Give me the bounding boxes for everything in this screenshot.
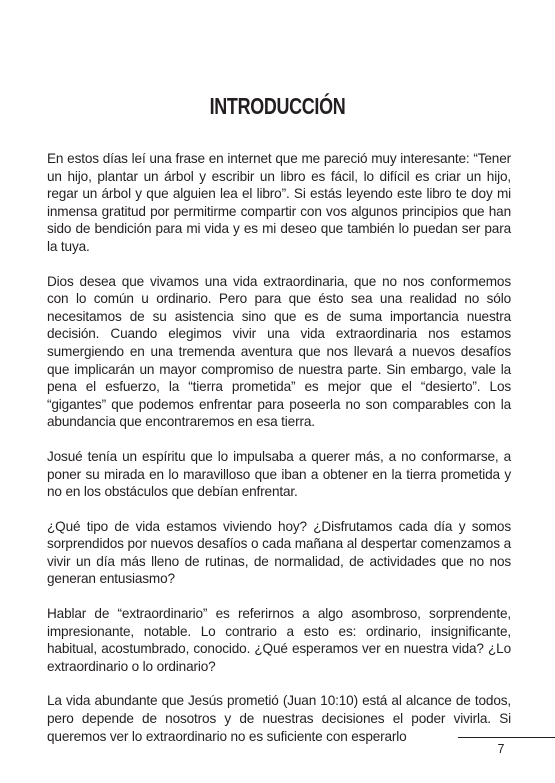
paragraph-3: Josué tenía un espíritu que lo impulsaba a querer más, a no conformarse, a poner su mirada en lo maravilloso que iban a obtener en la tierra prometida y no en los obstáculos que debían enfrentar.: [47, 448, 511, 500]
body-text: [47, 150, 511, 762]
paragraph-1: En estos días leí una frase en internet que me pareció muy interesante: “Tener un hijo, plantar un árbol y escribir un libro es fácil, lo difícil es criar un hijo, regar un árbol y que alguien lea el libro”. Si estás leyendo este libro te doy mi inmensa gratitud por permitirme compartir con vos algunos principios que han sido de bendición para mi vida y es mi deseo que también lo puedan ser para la tuya.: [47, 151, 511, 254]
page-number: 7: [497, 742, 505, 756]
chapter-title: INTRODUCCIÓN: [209, 93, 346, 119]
paragraph-6: La vida abundante que Jesús prometió (Juan 10:10) está al alcance de todos, pero depende de nosotros y de nuestras decisiones el poder vivirla. Si queremos ver lo extraordinario no es suficiente con esperarlo: [47, 693, 511, 744]
paragraph-5: Hablar de “extraordinario” es referirnos a algo asombroso, sorprendente, impresionante, notable. Lo contrario a esto es: ordinario, insignificante, habitual, acostumbrado, conocido. ¿Qué esperamos ver en nuestra vida? ¿Lo extraordinario o lo ordinario?: [47, 606, 511, 674]
paragraph-4: ¿Qué tipo de vida estamos viviendo hoy? ¿Disfrutamos cada día y somos sorprendidos por nuevos desafíos o cada mañana al despertar comenzamos a vivir un día más lleno de rutinas, de normalidad, de actividades que no nos generan entusiasmo?: [47, 518, 511, 587]
footer-rule: [458, 737, 555, 738]
paragraph-2: Dios desea que vivamos una vida extraordinaria, que no nos conformemos con lo común u ordinario. Pero para que ésto sea una realidad no sólo necesitamos de su asistencia sino que es de suma importancia nuestra decisión. Cuando elegimos vivir una vida extraordinaria nos estamos sumergiendo en una tremenda aventura que nos llevará a nuevos desafíos que implicarán un mayor compromiso de nuestra parte. Sin embargo, vale la pena el esfuerzo, la “tierra prometida” es mejor que el “desierto”. Los “gigantes” que podemos enfrentar para poseerla no son comparables con la abundancia que encontraremos en esa tierra.: [47, 273, 511, 430]
